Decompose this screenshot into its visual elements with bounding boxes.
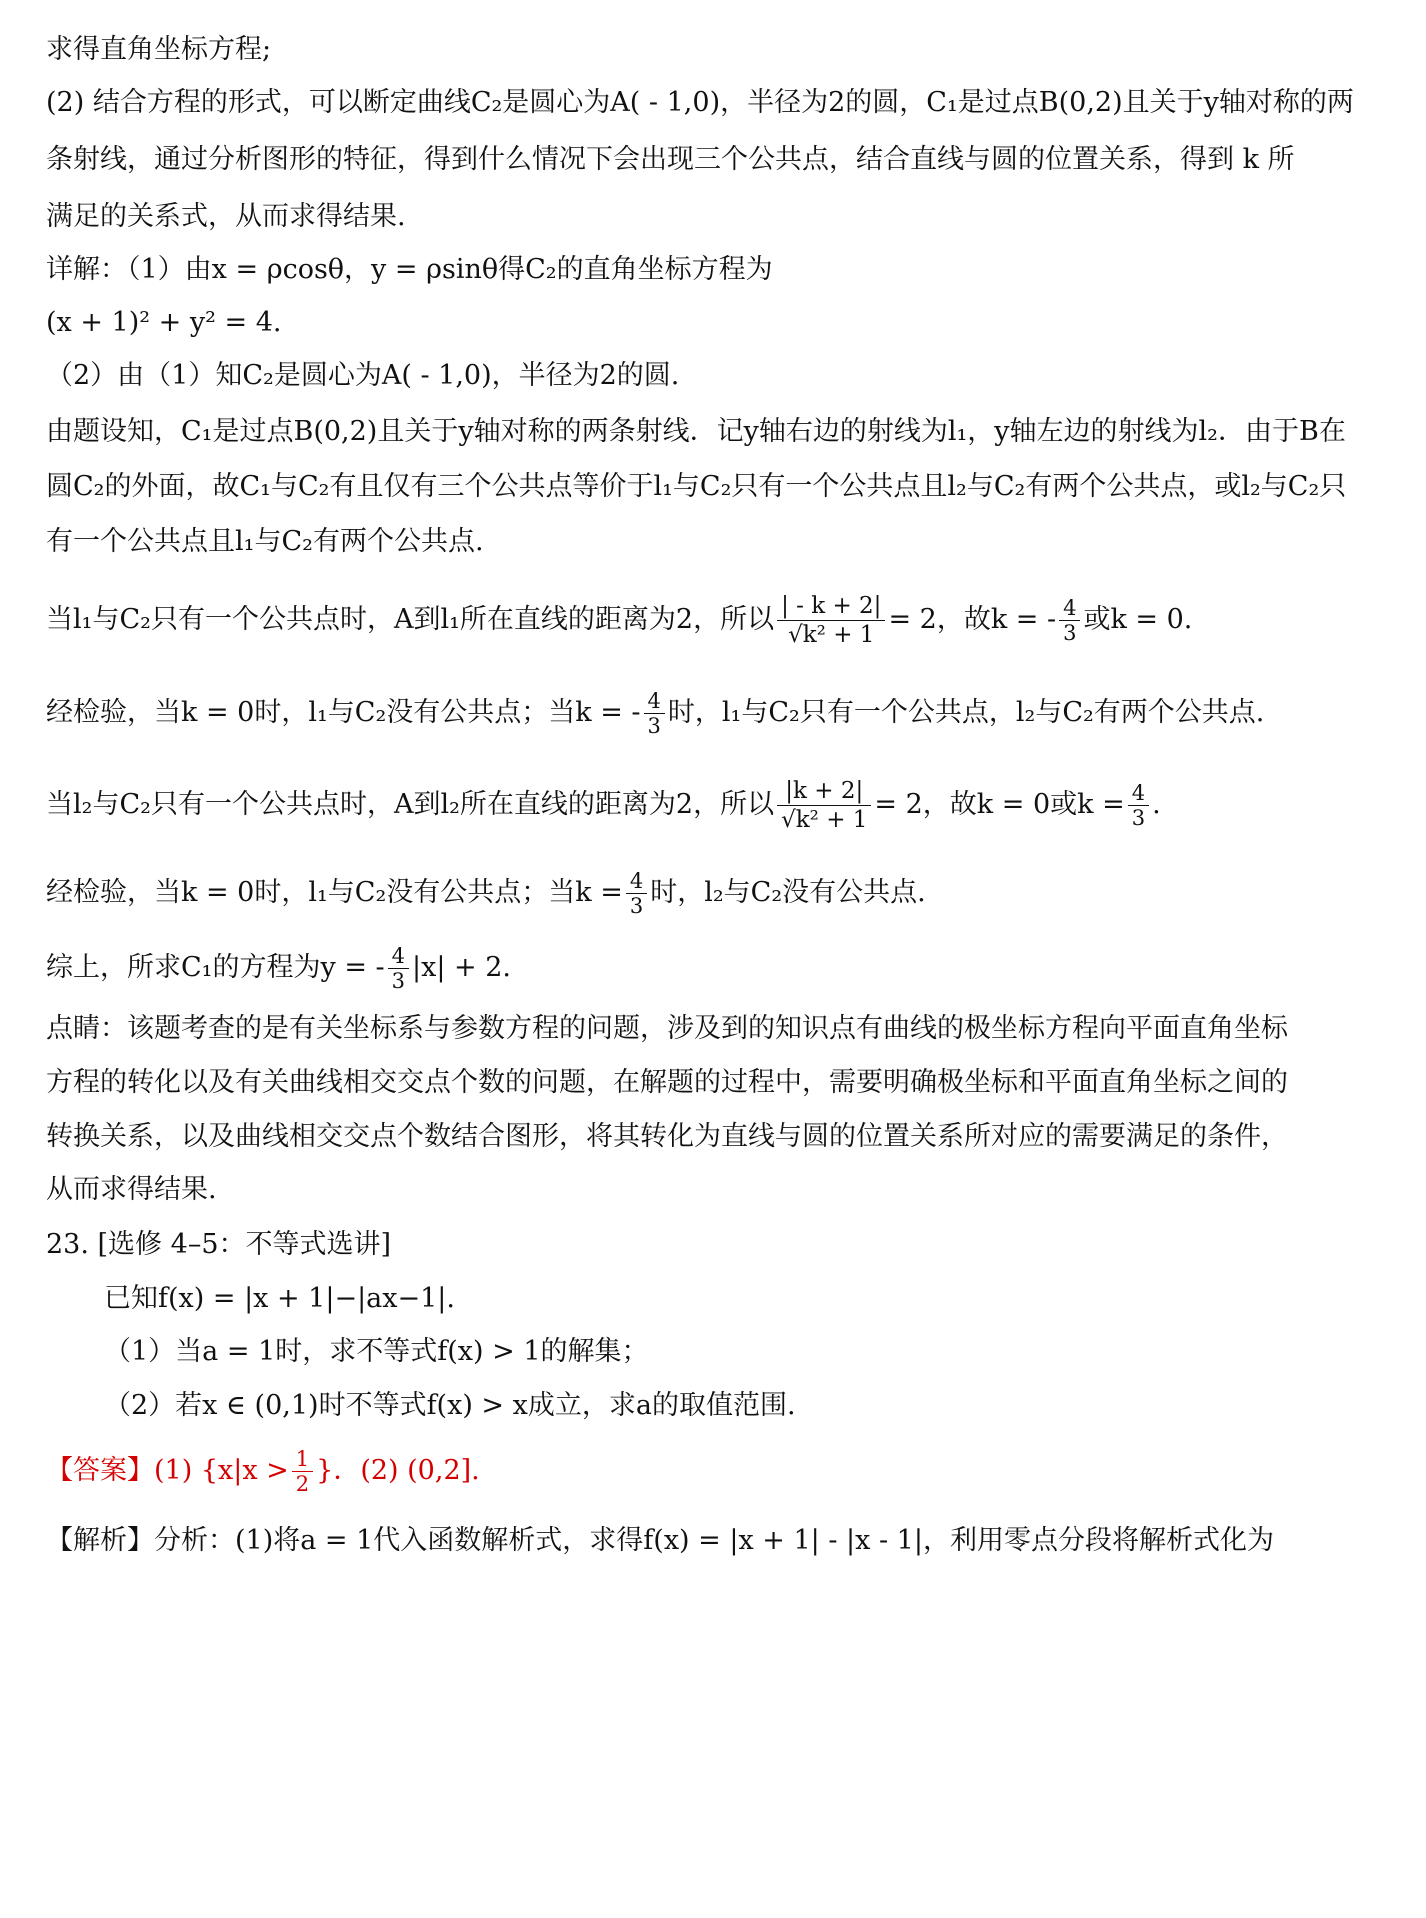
- fraction-denominator: 3: [629, 894, 644, 918]
- fraction-denominator: 3: [1063, 621, 1077, 645]
- text-line-10: 有一个公共点且l₁与C₂有两个公共点.: [46, 526, 484, 557]
- text-seg: = 2，故k = 0或k =: [874, 789, 1125, 820]
- text-seg: (1) {x|x >: [154, 1455, 289, 1486]
- text-seg: = 2，故k = -: [888, 604, 1057, 635]
- text-seg: 时，l₁与C₂只有一个公共点，l₂与C₂有两个公共点.: [667, 697, 1265, 728]
- text-line-distance-l2: [46, 770, 1161, 840]
- text-line-19: 从而求得结果.: [46, 1174, 217, 1205]
- text-seg: |x| + 2.: [412, 952, 512, 983]
- text-line-17: 方程的转化以及有关曲线相交交点个数的问题，在解题的过程中，需要明确极坐标和平面直角坐标之间的: [46, 1067, 1288, 1098]
- fraction-denominator: √k² + 1: [788, 622, 875, 648]
- text-seg: 经检验，当k = 0时，l₁与C₂没有公共点；当k = -: [46, 697, 641, 728]
- problem-heading: 23. [选修 4–5：不等式选讲]: [46, 1229, 392, 1260]
- text-line-4: 满足的关系式，从而求得结果.: [46, 201, 406, 232]
- problem-part-1: （1）当a = 1时，求不等式f(x) > 1的解集；: [104, 1336, 649, 1367]
- fraction-denominator: 3: [391, 969, 406, 993]
- text-seg: 经检验，当k = 0时，l₁与C₂没有公共点；当k =: [46, 877, 623, 908]
- fraction-denominator: 3: [647, 714, 661, 738]
- text-line-5: 详解：（1）由x = ρcosθ，y = ρsinθ得C₂的直角坐标方程为: [46, 254, 773, 285]
- text-line-check-2: [46, 863, 926, 923]
- fraction-numerator: |k + 2|: [777, 777, 871, 806]
- text-seg: 或k = 0.: [1083, 604, 1193, 635]
- text-seg: .: [1152, 789, 1161, 820]
- fraction-numerator: 4: [1128, 781, 1149, 806]
- text-line-9: 圆C₂的外面，故C₁与C₂有且仅有三个公共点等价于l₁与C₂只有一个公共点且l₂与C₂有两个公共点，或l₂与C₂只: [46, 471, 1347, 502]
- fraction-numerator: 4: [1059, 596, 1080, 621]
- fraction-denominator: 2: [295, 1472, 310, 1496]
- fraction-numerator: 4: [388, 944, 409, 969]
- text-line-check-1: [46, 683, 1264, 743]
- text-line-3: 条射线，通过分析图形的特征，得到什么情况下会出现三个公共点，结合直线与圆的位置关系，得到 k 所: [46, 144, 1295, 175]
- fraction: [1059, 596, 1080, 645]
- fraction: [292, 1447, 313, 1496]
- text-seg: 当l₁与C₂只有一个公共点时，A到l₁所在直线的距离为2，所以: [46, 604, 775, 635]
- fraction: [644, 689, 665, 738]
- sqrt-radicand: k² + 1: [802, 622, 875, 648]
- sqrt-radicand: k² + 1: [795, 807, 868, 833]
- text-line-1: 求得直角坐标方程;: [46, 34, 272, 65]
- text-line-distance-l1: [46, 585, 1192, 655]
- text-seg: }．(2) (0,2].: [316, 1455, 480, 1486]
- problem-statement: 已知f(x) = |x + 1|−|ax−1|.: [104, 1283, 455, 1314]
- answer-label: 【答案】: [46, 1455, 154, 1486]
- problem-part-2: （2）若x ∈ (0,1)时不等式f(x) > x成立，求a的取值范围.: [104, 1390, 796, 1421]
- text-line-8: 由题设知，C₁是过点B(0,2)且关于y轴对称的两条射线．记y轴右边的射线为l₁，y轴左边的射线为l₂．由于B在: [46, 416, 1346, 447]
- distance-fraction: [777, 592, 885, 649]
- fraction-numerator: 1: [292, 1447, 313, 1472]
- fraction-numerator: 4: [644, 689, 665, 714]
- text-seg: 时，l₂与C₂没有公共点.: [650, 877, 926, 908]
- fraction-denominator: √k² + 1: [781, 807, 868, 833]
- analysis-line: 【解析】分析：(1)将a = 1代入函数解析式，求得f(x) = |x + 1| - |x - 1|，利用零点分段将解析式化为: [46, 1525, 1274, 1556]
- text-seg: 综上，所求C₁的方程为y = -: [46, 952, 385, 983]
- text-seg: 当l₂与C₂只有一个公共点时，A到l₂所在直线的距离为2，所以: [46, 789, 775, 820]
- answer-line: [46, 1436, 480, 1506]
- fraction: [1128, 781, 1149, 830]
- fraction-denominator: 3: [1131, 806, 1146, 830]
- text-line-16: 点睛：该题考查的是有关坐标系与参数方程的问题，涉及到的知识点有曲线的极坐标方程向平面直角坐标: [46, 1013, 1288, 1044]
- distance-fraction: [777, 777, 871, 834]
- fraction-numerator: | - k + 2|: [777, 592, 885, 621]
- text-line-summary: [46, 938, 511, 998]
- text-line-18: 转换关系，以及曲线相交交点个数结合图形，将其转化为直线与圆的位置关系所对应的需要满足的条件，: [46, 1121, 1288, 1152]
- equation-circle: (x + 1)² + y² = 4.: [46, 307, 282, 338]
- fraction: [626, 869, 647, 918]
- text-line-2: (2) 结合方程的形式，可以断定曲线C₂是圆心为A( - 1,0)，半径为2的圆，C₁是过点B(0,2)且关于y轴对称的两: [46, 87, 1354, 118]
- fraction: [388, 944, 409, 993]
- fraction-numerator: 4: [626, 869, 647, 894]
- text-line-7: （2）由（1）知C₂是圆心为A( - 1,0)，半径为2的圆.: [46, 360, 680, 391]
